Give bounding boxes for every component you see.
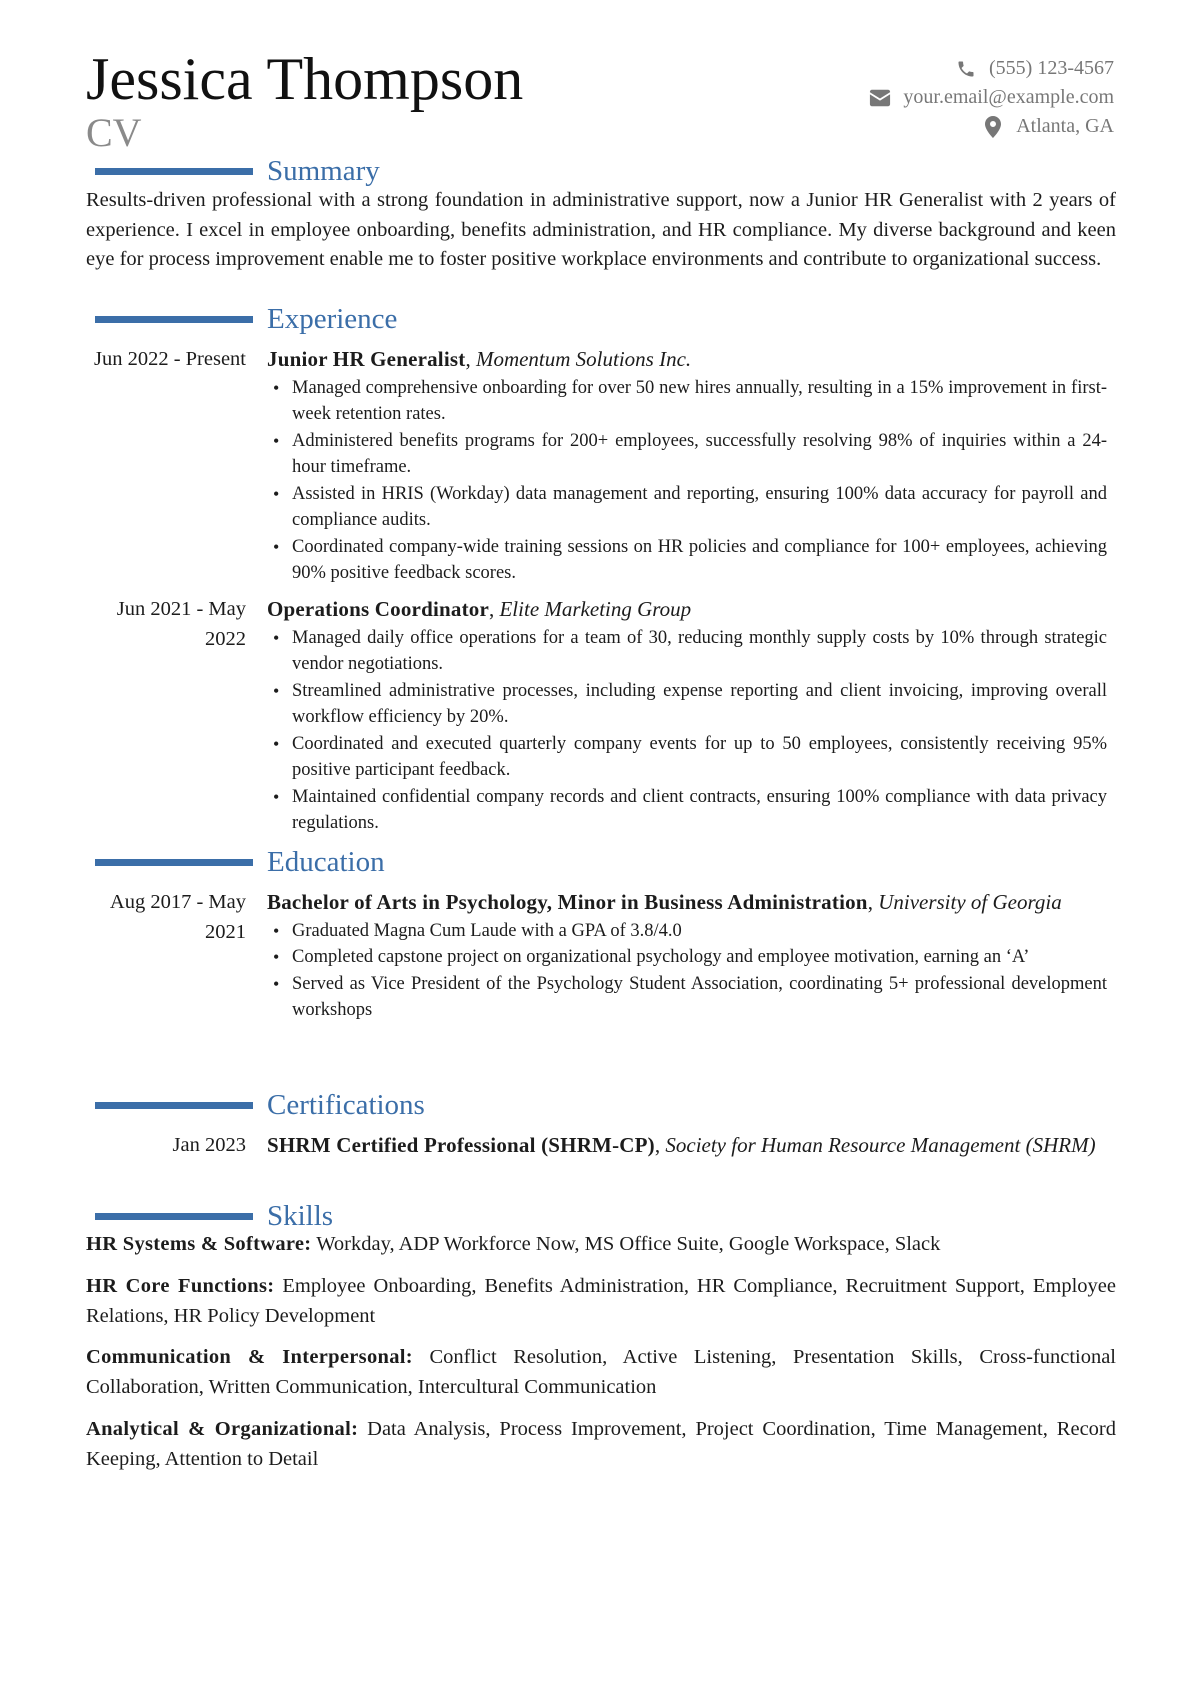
skill-group-items: Conflict Resolution, Active Listening, Presentation Skills, Cross-functional Collaboration, Written Communication, Intercultural Communication <box>86 1346 1117 1398</box>
contact-block <box>869 54 1114 141</box>
candidate-name: Jessica Thompson <box>86 46 524 112</box>
skill-group <box>86 1415 1116 1474</box>
contact-location <box>869 112 1114 141</box>
entry-role: Junior HR Generalist <box>267 347 466 371</box>
skill-group-items: Employee Onboarding, Benefits Administration, HR Compliance, Recruitment Support, Employee Relations, HR Policy Development <box>86 1275 1116 1327</box>
summary-text: Results-driven professional with a strong foundation in administrative support, now a Junior HR Generalist with 2 years of experience. I excel in employee onboarding, benefits administration, and HR compliance. My diverse background and keen eye for process improvement enable me to foster positive workplace environments and contribute to organizational success. <box>86 189 1116 270</box>
section-accent-bar <box>95 168 253 175</box>
entry-heading: Bachelor of Arts in Psychology, Minor in Business Administration, University of Georgia <box>267 890 1062 914</box>
section-accent-bar <box>95 316 253 323</box>
skill-group <box>86 1230 1116 1260</box>
list-item: • Assisted in HRIS (Workday) data management and reporting, ensuring 100% data accuracy for payroll and compliance audits. <box>267 481 1107 534</box>
envelope-icon <box>869 87 891 109</box>
email-text: your.email@example.com <box>903 86 1114 108</box>
location-text: Atlanta, GA <box>1016 115 1114 137</box>
list-item: • Served as Vice President of the Psychology Student Association, coordinating 5+ professional development workshops <box>267 971 1107 1024</box>
certification-issuer: Society for Human Resource Management (SHRM) <box>665 1133 1096 1157</box>
list-item: • Streamlined administrative processes, including expense reporting and client invoicing, improving overall workflow efficiency by 20%. <box>267 678 1107 731</box>
entry-heading: Junior HR Generalist, Momentum Solutions Inc. <box>267 347 692 371</box>
skill-group-label: HR Systems & Software: <box>86 1233 312 1255</box>
document-subtitle: CV <box>86 110 142 155</box>
entry-degree: Bachelor of Arts in Psychology, Minor in Business Administration <box>267 890 868 914</box>
list-item: • Completed capstone project on organizational psychology and employee motivation, earning an ‘A’ <box>267 944 1107 971</box>
list-item: • Maintained confidential company records and client contracts, ensuring 100% compliance with data privacy regulations. <box>267 784 1107 837</box>
skill-group-label: HR Core Functions: <box>86 1275 275 1297</box>
experience-entry <box>86 345 1116 587</box>
certification-name: SHRM Certified Professional (SHRM-CP) <box>267 1133 655 1157</box>
list-item: • Coordinated and executed quarterly company events for up to 50 employees, consistently receiving 95% positive participant feedback. <box>267 731 1107 784</box>
map-marker-icon <box>982 116 1004 138</box>
skill-group-items: Workday, ADP Workforce Now, MS Office Suite, Google Workspace, Slack <box>316 1233 941 1255</box>
experience-entry <box>86 595 1116 837</box>
section-title: Skills <box>267 1200 334 1232</box>
section-title: Education <box>267 846 385 878</box>
phone-icon <box>955 58 977 80</box>
section-title: Certifications <box>267 1089 425 1121</box>
section-accent-bar <box>95 859 253 866</box>
list-item: • Managed comprehensive onboarding for over 50 new hires annually, resulting in a 15% improvement in first-week retention rates. <box>267 375 1107 428</box>
entry-org: Momentum Solutions Inc. <box>475 347 692 371</box>
skill-group <box>86 1272 1116 1331</box>
entry-date: Aug 2017 - May 2021 <box>109 891 246 943</box>
skill-group <box>86 1343 1116 1402</box>
phone-text: (555) 123-4567 <box>989 57 1114 79</box>
section-accent-bar <box>95 1213 253 1220</box>
skill-group-items: Data Analysis, Process Improvement, Project Coordination, Time Management, Record Keeping, Attention to Detail <box>86 1418 1116 1470</box>
education-heading <box>95 845 385 879</box>
list-item: • Administered benefits programs for 200+ employees, successfully resolving 98% of inquiries within a 24-hour timeframe. <box>267 428 1107 481</box>
list-item: • Graduated Magna Cum Laude with a GPA of 3.8/4.0 <box>267 918 1107 945</box>
section-accent-bar <box>95 1102 253 1109</box>
list-item: • Coordinated company-wide training sessions on HR policies and compliance for 100+ employees, achieving 90% positive feedback scores. <box>267 534 1107 587</box>
skill-group-label: Communication & Interpersonal: <box>86 1346 413 1368</box>
summary-heading <box>95 154 380 188</box>
section-title: Summary <box>267 155 380 187</box>
education-entry <box>86 888 1116 1024</box>
contact-phone[interactable] <box>869 54 1114 83</box>
entry-bullets <box>267 375 1107 587</box>
skills-heading <box>95 1199 333 1233</box>
certifications-heading <box>95 1088 425 1122</box>
entry-org: Elite Marketing Group <box>499 597 692 621</box>
skill-group-label: Analytical & Organizational: <box>86 1418 359 1440</box>
contact-email[interactable] <box>869 83 1114 112</box>
entry-bullets <box>267 625 1107 837</box>
entry-heading: SHRM Certified Professional (SHRM-CP), Society for Human Resource Management (SHRM) <box>267 1133 1096 1157</box>
entry-bullets <box>267 918 1107 1024</box>
entry-date: Jun 2021 - May 2022 <box>116 598 246 650</box>
experience-heading <box>95 302 397 336</box>
entry-school: University of Georgia <box>878 890 1062 914</box>
entry-heading: Operations Coordinator, Elite Marketing Group <box>267 597 692 621</box>
list-item: • Managed daily office operations for a team of 30, reducing monthly supply costs by 10% through strategic vendor negotiations. <box>267 625 1107 678</box>
entry-date: Jan 2023 <box>172 1134 246 1156</box>
certification-entry <box>86 1131 1116 1161</box>
section-title: Experience <box>267 303 398 335</box>
entry-role: Operations Coordinator <box>267 597 489 621</box>
entry-date: Jun 2022 - Present <box>93 348 246 370</box>
